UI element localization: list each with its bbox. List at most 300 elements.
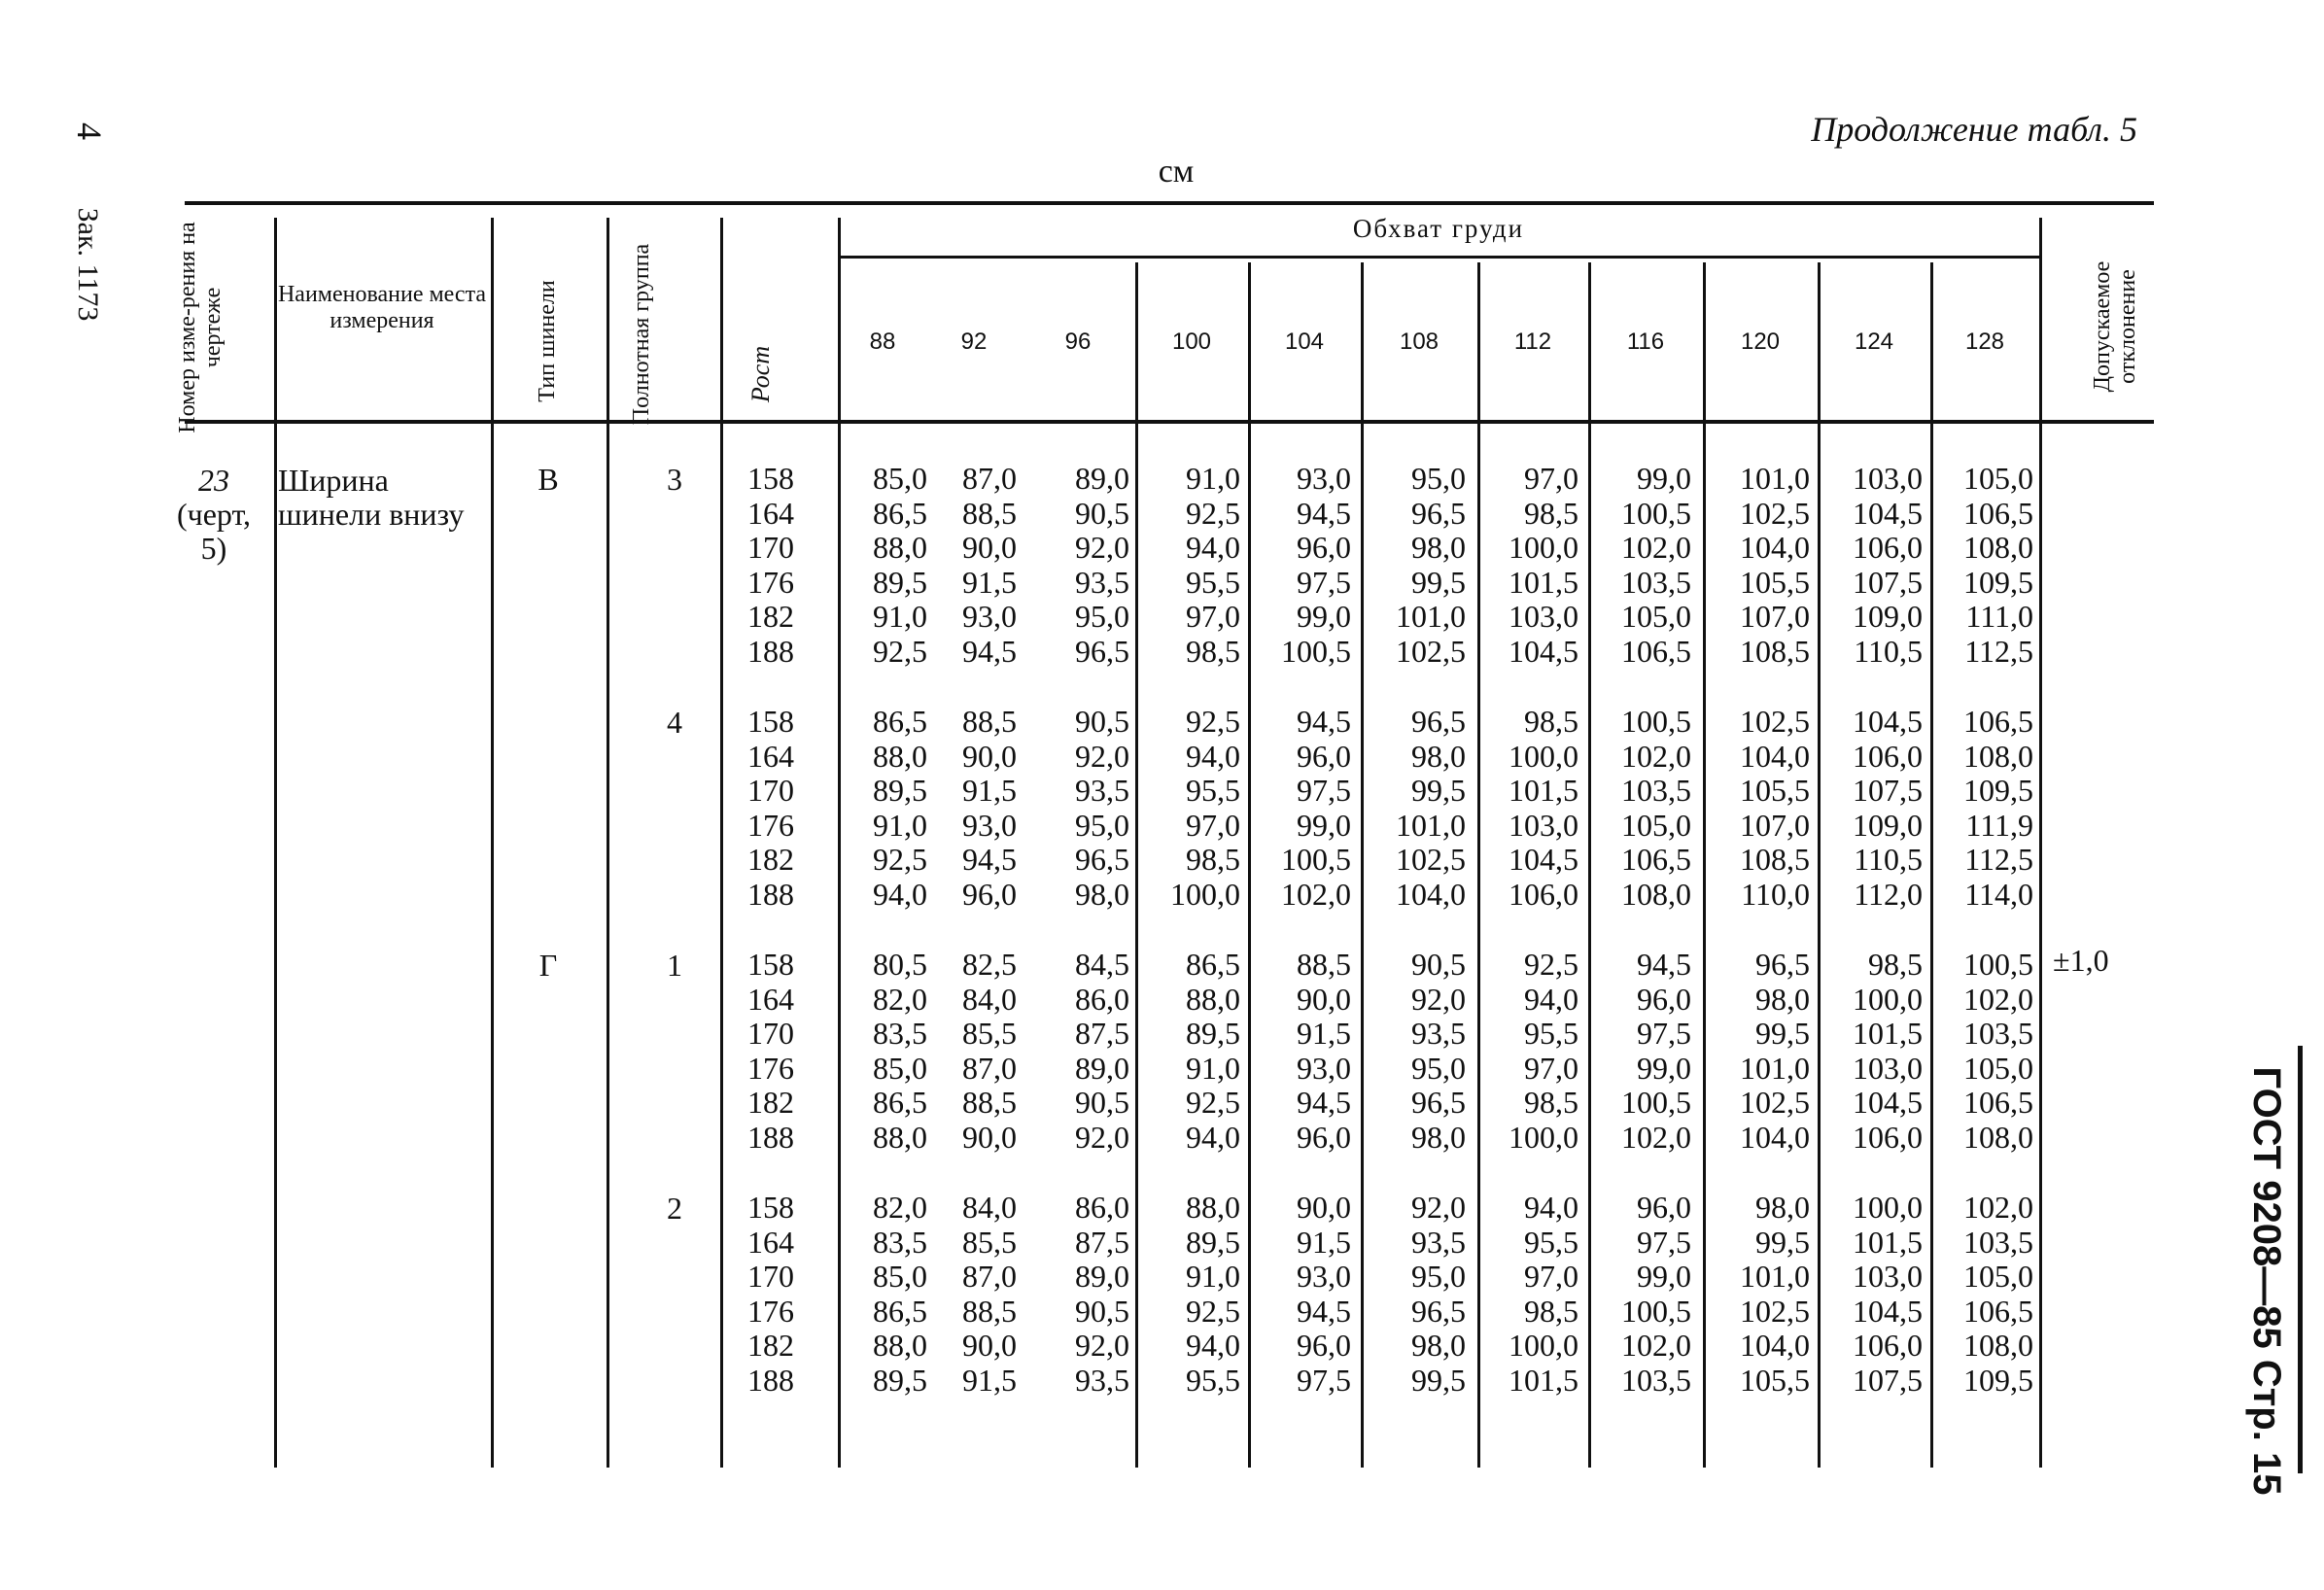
value-column-104 [1244,1191,1351,1398]
measurement-value: 106,5 [1621,633,1691,669]
measurement-value: 103,5 [1963,1016,2033,1051]
measurement-value: 90,5 [1075,1085,1129,1120]
chest-girth-header-104: 104 [1284,328,1325,355]
height-column [727,1191,815,1398]
tolerance-value: ±1,0 [2053,943,2109,978]
measurement-value: 98,5 [1186,842,1240,877]
measurement-value: 106,0 [1853,530,1923,565]
measurement-value: 97,5 [1297,564,1351,600]
measurement-value: 94,0 [1524,981,1578,1017]
measurement-value: 91,5 [1297,1224,1351,1260]
header-height: Рост [746,345,775,403]
height-value: 182 [747,1085,794,1120]
measurement-value: 104,5 [1853,1085,1923,1120]
table-top-rule [185,201,2154,205]
header-coat-type: Тип шинели [535,280,560,402]
height-value: 170 [747,1259,794,1294]
measurement-value: 108,0 [1621,876,1691,912]
measurement-value: 104,5 [1509,842,1578,877]
measurement-value: 94,0 [1186,1119,1240,1155]
value-column-100 [1133,948,1240,1155]
measurement-value: 99,0 [1637,1050,1691,1086]
measurement-value: 96,5 [1755,947,1810,982]
measurement-value: 93,0 [1297,461,1351,496]
value-column-116 [1584,705,1691,912]
measurement-value: 105,0 [1963,1259,2033,1294]
value-column-96 [1023,1191,1129,1398]
measurement-value: 102,0 [1621,1119,1691,1155]
measurement-value: 86,5 [1186,947,1240,982]
chest-girth-header-116: 116 [1626,328,1665,355]
measurement-value: 101,0 [1740,461,1810,496]
measurement-value: 93,0 [962,807,1017,843]
measurement-value: 88,0 [873,1328,927,1363]
order-number-note: Зак. 1173 [72,207,104,322]
fullness-group: 2 [667,1191,682,1226]
measurement-value: 92,5 [1524,947,1578,982]
value-column-96 [1023,705,1129,912]
measurement-value: 112,5 [1964,633,2033,669]
chest-girth-header-108: 108 [1399,328,1439,355]
height-value: 164 [747,738,794,774]
measurement-value: 95,5 [1524,1224,1578,1260]
header-measure-place: Наименование места измерения [277,282,487,333]
measurement-value: 94,5 [1297,1085,1351,1120]
value-column-128 [1926,462,2033,669]
height-value: 170 [747,773,794,808]
value-column-104 [1244,705,1351,912]
measurement-value: 91,0 [873,599,927,634]
value-column-92 [910,948,1017,1155]
measurement-value: 99,0 [1297,807,1351,843]
measurement-value: 82,0 [873,1190,927,1225]
measurement-value: 99,5 [1411,773,1466,808]
measurement-value: 98,5 [1524,704,1578,739]
measurement-value: 94,0 [873,876,927,912]
column-rule [607,218,609,1468]
measurement-value: 93,0 [962,599,1017,634]
measurement-value: 90,0 [1297,1190,1351,1225]
measurement-value: 100,5 [1281,633,1351,669]
measurement-value: 104,0 [1740,738,1810,774]
measurement-value: 95,5 [1186,773,1240,808]
chest-girth-header-120: 120 [1740,328,1781,355]
measurement-value: 95,0 [1075,599,1129,634]
height-value: 188 [747,876,794,912]
measurement-value: 104,0 [1740,1328,1810,1363]
measurement-value: 109,5 [1963,1362,2033,1398]
measurement-value: 103,0 [1509,807,1578,843]
measurement-value: 100,0 [1509,1328,1578,1363]
measurement-value: 105,5 [1740,564,1810,600]
measurement-value: 110,0 [1741,876,1810,912]
chest-girth-header-88: 88 [869,328,896,355]
measurement-value: 111,9 [1965,807,2033,843]
chest-header-rule [838,256,2039,259]
column-rule [2039,218,2042,1468]
measurement-value: 103,0 [1853,1050,1923,1086]
measurement-value: 94,0 [1186,738,1240,774]
measurement-value: 106,5 [1963,1293,2033,1329]
measurement-value: 90,5 [1411,947,1466,982]
measurement-value: 107,0 [1740,807,1810,843]
value-column-120 [1703,1191,1810,1398]
measurement-value: 102,0 [1621,738,1691,774]
measurement-value: 91,5 [962,773,1017,808]
value-column-112 [1472,462,1578,669]
measurement-value: 85,0 [873,461,927,496]
header-chest-girth: Обхват груди [1352,214,1525,243]
measurement-value: 103,0 [1853,1259,1923,1294]
measurement-value: 92,5 [1186,1293,1240,1329]
measurement-value: 97,0 [1524,1259,1578,1294]
measurement-value: 98,0 [1411,1119,1466,1155]
value-column-108 [1359,1191,1466,1398]
measurement-value: 104,5 [1509,633,1578,669]
height-value: 176 [747,564,794,600]
measurement-value: 84,0 [962,981,1017,1017]
value-column-104 [1244,948,1351,1155]
measurement-value: 95,0 [1075,807,1129,843]
measurement-value: 104,0 [1740,1119,1810,1155]
measurement-value: 93,5 [1075,773,1129,808]
measurement-value: 92,0 [1075,1119,1129,1155]
measurement-value: 101,5 [1509,1362,1578,1398]
measurement-value: 93,5 [1075,564,1129,600]
measurement-value: 107,5 [1853,773,1923,808]
chest-girth-header-124: 124 [1854,328,1894,355]
measurement-value: 96,5 [1411,1085,1466,1120]
measurement-value: 98,0 [1411,1328,1466,1363]
measurement-value: 97,0 [1186,807,1240,843]
measurement-value: 94,5 [1297,704,1351,739]
value-column-124 [1816,705,1923,912]
measurement-value: 87,5 [1075,1224,1129,1260]
measurement-value: 85,5 [962,1224,1017,1260]
measurement-value: 89,5 [873,773,927,808]
measurement-value: 102,5 [1740,1293,1810,1329]
measurement-value: 102,5 [1740,704,1810,739]
drawing-reference-number: 5) [200,531,227,566]
height-column [727,462,815,669]
measurement-value: 109,5 [1963,564,2033,600]
measurement-value: 98,0 [1075,876,1129,912]
height-value: 176 [747,807,794,843]
measurement-value: 105,0 [1621,599,1691,634]
measurement-value: 99,5 [1411,564,1466,600]
value-column-100 [1133,1191,1240,1398]
measurement-value: 109,0 [1853,807,1923,843]
measurement-value: 93,0 [1297,1259,1351,1294]
drawing-reference: (черт, [176,497,252,532]
measurement-value: 86,0 [1075,981,1129,1017]
measurement-value: 101,5 [1853,1016,1923,1051]
column-rule [274,218,277,1468]
measurement-value: 88,5 [962,1085,1017,1120]
measurement-value: 106,5 [1963,495,2033,531]
value-column-124 [1816,462,1923,669]
height-value: 182 [747,599,794,634]
measurement-value: 109,5 [1963,773,2033,808]
height-value: 176 [747,1293,794,1329]
measurement-value: 104,5 [1853,1293,1923,1329]
height-value: 164 [747,495,794,531]
measurement-value: 109,0 [1853,599,1923,634]
value-column-124 [1816,1191,1923,1398]
height-column [727,705,815,912]
measurement-value: 90,0 [962,530,1017,565]
value-column-108 [1359,948,1466,1155]
measurement-value: 86,5 [873,1085,927,1120]
measurement-value: 106,0 [1509,876,1578,912]
measurement-value: 94,5 [1297,1293,1351,1329]
measurement-value: 102,0 [1621,1328,1691,1363]
measurement-value: 97,0 [1186,599,1240,634]
value-column-116 [1584,948,1691,1155]
measurement-value: 95,5 [1186,564,1240,600]
measurement-value: 88,0 [873,738,927,774]
measurement-value: 99,5 [1755,1016,1810,1051]
measurement-value: 98,5 [1186,633,1240,669]
chest-girth-header-128: 128 [1964,328,2005,355]
measurement-value: 98,0 [1755,1190,1810,1225]
measurement-value: 91,5 [962,564,1017,600]
measurement-value: 101,0 [1740,1050,1810,1086]
measurement-value: 94,0 [1186,530,1240,565]
measurement-value: 102,5 [1740,1085,1810,1120]
measurement-value: 92,5 [1186,495,1240,531]
measurement-value: 88,0 [1186,1190,1240,1225]
header-tolerance: Допускаемое отклонение [2090,260,2140,393]
measurement-value: 100,5 [1621,704,1691,739]
page-number: 4 [70,122,109,140]
measurement-value: 92,0 [1411,981,1466,1017]
measurement-value: 104,5 [1853,704,1923,739]
value-column-116 [1584,1191,1691,1398]
chest-girth-header-112: 112 [1513,328,1552,355]
measurement-value: 95,5 [1524,1016,1578,1051]
measurement-value: 85,0 [873,1050,927,1086]
measurement-value: 99,0 [1637,461,1691,496]
measurement-value: 85,0 [873,1259,927,1294]
height-value: 182 [747,842,794,877]
fullness-group: 4 [667,705,682,740]
measurement-value: 91,0 [873,807,927,843]
measurement-value: 107,5 [1853,1362,1923,1398]
measurement-value: 88,5 [962,1293,1017,1329]
measurement-value: 101,0 [1740,1259,1810,1294]
measurement-value: 93,5 [1075,1362,1129,1398]
measurement-value: 87,0 [962,1259,1017,1294]
measurement-value: 96,0 [1297,530,1351,565]
measurement-value: 92,5 [873,633,927,669]
measurement-value: 106,0 [1853,1119,1923,1155]
measurement-value: 96,0 [1637,1190,1691,1225]
measurement-value: 89,5 [1186,1016,1240,1051]
measurement-value: 106,5 [1963,704,2033,739]
measurement-value: 88,0 [1186,981,1240,1017]
measurement-value: 95,0 [1411,1050,1466,1086]
value-column-120 [1703,705,1810,912]
value-column-92 [910,462,1017,669]
measurement-value: 86,0 [1075,1190,1129,1225]
measurement-value: 103,5 [1963,1224,2033,1260]
measurement-value: 110,5 [1854,633,1923,669]
measurement-value: 102,0 [1281,876,1351,912]
measurement-value: 88,5 [1297,947,1351,982]
height-value: 158 [747,947,794,982]
fullness-group: 3 [667,462,682,497]
measurement-value: 98,0 [1411,530,1466,565]
measurement-value: 100,5 [1621,1085,1691,1120]
measurement-value: 107,0 [1740,599,1810,634]
measurement-value: 89,0 [1075,1259,1129,1294]
chest-girth-header-92: 92 [960,328,988,355]
height-value: 158 [747,461,794,496]
measurement-value: 100,0 [1853,1190,1923,1225]
value-column-128 [1926,705,2033,912]
value-column-120 [1703,948,1810,1155]
value-column-92 [910,1191,1017,1398]
measurement-value: 86,5 [873,704,927,739]
value-column-128 [1926,1191,2033,1398]
measurement-value: 99,5 [1411,1362,1466,1398]
header-measure-number: Номер изме-рения на чертеже [175,222,225,433]
measurement-value: 97,0 [1524,1050,1578,1086]
measurement-value: 92,0 [1075,530,1129,565]
measurement-value: 104,5 [1853,495,1923,531]
measurement-value: 100,0 [1853,981,1923,1017]
measurement-value: 87,5 [1075,1016,1129,1051]
measurement-value: 98,5 [1524,1293,1578,1329]
measurement-value: 95,0 [1411,461,1466,496]
measurement-value: 103,5 [1621,773,1691,808]
measurement-value: 94,0 [1524,1190,1578,1225]
measurement-value: 96,5 [1075,633,1129,669]
measurement-value: 105,0 [1963,461,2033,496]
measure-number-value: 23 [198,463,229,498]
column-rule [720,218,723,1468]
height-column [727,948,815,1155]
measurement-value: 95,0 [1411,1259,1466,1294]
measurement-value: 101,0 [1396,807,1466,843]
measurement-value: 114,0 [1964,876,2033,912]
value-column-112 [1472,705,1578,912]
height-value: 188 [747,633,794,669]
measurement-value: 102,0 [1621,530,1691,565]
measurement-value: 100,5 [1621,1293,1691,1329]
value-column-116 [1584,462,1691,669]
value-column-100 [1133,462,1240,669]
gost-standard-label: ГОСТ 9208—85 Стр. 15 [2245,1066,2288,1496]
measurement-value: 99,5 [1755,1224,1810,1260]
measurement-value: 100,0 [1509,1119,1578,1155]
value-column-100 [1133,705,1240,912]
measurement-value: 93,0 [1297,1050,1351,1086]
measurement-value: 90,0 [962,1119,1017,1155]
measurement-value: 90,0 [962,1328,1017,1363]
measurement-value: 104,0 [1740,530,1810,565]
measurement-value: 83,5 [873,1224,927,1260]
measurement-value: 82,0 [873,981,927,1017]
measurement-value: 105,5 [1740,1362,1810,1398]
measurement-value: 110,5 [1854,842,1923,877]
measurement-value: 108,0 [1963,530,2033,565]
height-value: 176 [747,1050,794,1086]
measurement-value: 100,5 [1621,495,1691,531]
measurement-value: 96,0 [1637,981,1691,1017]
measurement-value: 102,5 [1396,842,1466,877]
height-value: 170 [747,1016,794,1051]
measurement-value: 105,0 [1963,1050,2033,1086]
measurement-value: 91,5 [1297,1016,1351,1051]
measure-number [156,464,272,566]
measurement-value: 90,0 [962,738,1017,774]
measurement-value: 101,5 [1509,773,1578,808]
measurement-value: 100,0 [1170,876,1240,912]
header-bottom-rule [185,420,2154,424]
measurement-value: 98,5 [1524,495,1578,531]
measurement-value: 102,5 [1740,495,1810,531]
value-column-92 [910,705,1017,912]
measurement-value: 112,5 [1964,842,2033,877]
height-value: 188 [747,1362,794,1398]
measurement-value: 107,5 [1853,564,1923,600]
measurement-value: 96,5 [1411,704,1466,739]
value-column-96 [1023,462,1129,669]
measurement-value: 88,5 [962,495,1017,531]
coat-type: В [538,462,559,497]
measurement-value: 94,5 [1297,495,1351,531]
measurement-value: 87,0 [962,1050,1017,1086]
value-column-108 [1359,462,1466,669]
measurement-value: 88,5 [962,704,1017,739]
measure-place-name: Ширина шинели внизу [278,463,465,532]
measurement-value: 98,5 [1524,1085,1578,1120]
measurement-value: 100,5 [1963,947,2033,982]
measurement-value: 86,5 [873,495,927,531]
coat-type: Г [538,948,558,983]
measurement-value: 80,5 [873,947,927,982]
measurement-value: 105,5 [1740,773,1810,808]
gost-label-rule [2298,1046,2303,1473]
height-value: 164 [747,981,794,1017]
column-rule [491,218,494,1468]
measurement-value: 89,0 [1075,1050,1129,1086]
measurement-value: 83,5 [873,1016,927,1051]
measurement-value: 89,5 [1186,1224,1240,1260]
header-fullness-group: Полнотная группа [629,243,654,426]
measurement-value: 98,5 [1868,947,1923,982]
value-column-96 [1023,948,1129,1155]
measurement-value: 106,0 [1853,738,1923,774]
measurement-value: 96,0 [962,876,1017,912]
measurement-value: 91,0 [1186,1259,1240,1294]
measurement-value: 97,5 [1297,773,1351,808]
measurement-value: 102,0 [1963,1190,2033,1225]
chest-girth-header-100: 100 [1171,328,1212,355]
measurement-value: 96,5 [1411,495,1466,531]
value-column-124 [1816,948,1923,1155]
measurement-value: 90,5 [1075,704,1129,739]
measurement-value: 86,5 [873,1293,927,1329]
measurement-value: 100,0 [1509,530,1578,565]
measurement-value: 96,0 [1297,738,1351,774]
value-column-128 [1926,948,2033,1155]
measurement-value: 93,5 [1411,1016,1466,1051]
measurement-value: 84,0 [962,1190,1017,1225]
value-column-108 [1359,705,1466,912]
